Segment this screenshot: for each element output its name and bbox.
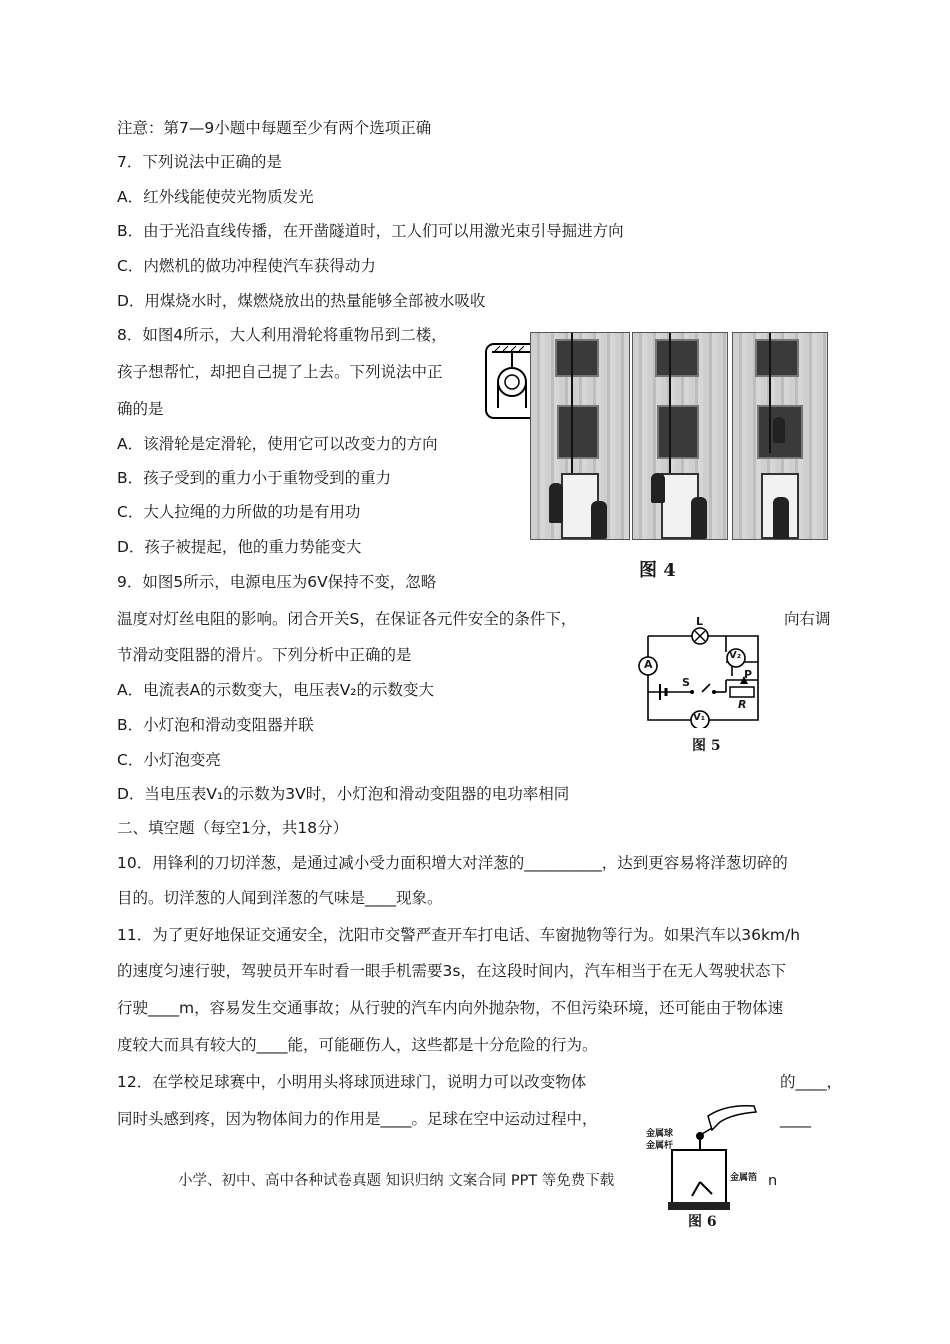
section-2-heading: 二、填空题（每空1分，共18分） bbox=[117, 819, 349, 837]
question-8-stem-3: 确的是 bbox=[117, 400, 164, 418]
question-7-stem: 7．下列说法中正确的是 bbox=[117, 153, 282, 171]
footer-text-end: n bbox=[768, 1173, 778, 1189]
question-12-line-2: 同时头感到疼，因为物体间力的作用是____。足球在空中运动过程中， bbox=[117, 1110, 598, 1128]
question-9-option-c: C．小灯泡变亮 bbox=[117, 751, 221, 769]
question-8-option-b: B．孩子受到的重力小于重物受到的重力 bbox=[117, 469, 392, 487]
question-12-line-1: 12．在学校足球赛中，小明用头将球顶进球门，说明力可以改变物体 bbox=[117, 1073, 587, 1091]
figure-4-caption: 图 4 bbox=[639, 560, 676, 581]
lamp-label: L bbox=[696, 615, 704, 628]
question-11-line-1: 11．为了更好地保证交通安全，沈阳市交警严查开车打电话、车窗抛物等行为。如果汽车以36km/h bbox=[117, 926, 801, 944]
rod-label: 金属杆 bbox=[646, 1141, 674, 1151]
figure-5-caption: 图 5 bbox=[692, 738, 721, 754]
slider-label: P bbox=[744, 668, 753, 681]
question-7-option-a: A．红外线能使荧光物质发光 bbox=[117, 188, 314, 206]
voltmeter-1-label: V₁ bbox=[693, 712, 706, 723]
question-8-option-a: A．该滑轮是定滑轮，使用它可以改变力的方向 bbox=[117, 435, 438, 453]
figure-5-circuit bbox=[630, 615, 775, 758]
question-9-stem-2: 温度对灯丝电阻的影响。闭合开关S，在保证各元件安全的条件下， bbox=[117, 610, 577, 628]
footer-text: 小学、初中、高中各种试卷真题 知识归纳 文案合同 PPT 等免费下载 bbox=[178, 1173, 615, 1189]
question-8-stem-2: 孩子想帮忙，却把自己提了上去。下列说法中正 bbox=[117, 363, 443, 381]
voltmeter-2-label: V₂ bbox=[729, 650, 742, 661]
question-11-line-2: 的速度匀速行驶，驾驶员开车时看一眼手机需要3s，在这段时间内，汽车相当于在无人驾驶状态下 bbox=[117, 962, 786, 980]
figure-6-caption: 图 6 bbox=[688, 1214, 717, 1230]
ball-label: 金属球 bbox=[646, 1129, 674, 1139]
foil-label: 金属箔 bbox=[730, 1173, 758, 1183]
question-9-stem-3: 节滑动变阻器的滑片。下列分析中正确的是 bbox=[117, 646, 412, 664]
figure-4-photo-1 bbox=[530, 332, 630, 540]
question-11-line-3: 行驶____m，容易发生交通事故；从行驶的汽车内向外抛杂物，不但污染环境，还可能由于物体速 bbox=[117, 999, 784, 1017]
question-12-line-2-end: ____ bbox=[780, 1110, 811, 1128]
question-9-option-b: B．小灯泡和滑动变阻器并联 bbox=[117, 716, 314, 734]
switch-label: S bbox=[682, 676, 690, 689]
question-7-option-b: B．由于光沿直线传播，在开凿隧道时，工人们可以用激光束引导掘进方向 bbox=[117, 222, 624, 240]
question-8-stem-1: 8．如图4所示，大人利用滑轮将重物吊到二楼， bbox=[117, 326, 447, 344]
question-9-stem-2-end: 向右调 bbox=[784, 610, 831, 628]
question-11-line-4: 度较大而具有较大的____能，可能砸伤人，这些都是十分危险的行为。 bbox=[117, 1036, 598, 1054]
figure-4 bbox=[484, 330, 829, 580]
question-12-line-1-end: 的____， bbox=[780, 1073, 843, 1091]
figure-4-photo-2 bbox=[632, 332, 728, 540]
note-line: 注意：第7—9小题中每题至少有两个选项正确 bbox=[117, 119, 432, 137]
question-9-option-a: A．电流表A的示数变大，电压表V₂的示数变大 bbox=[117, 681, 435, 699]
question-10-line-2: 目的。切洋葱的人闻到洋葱的气味是____现象。 bbox=[117, 889, 443, 907]
question-7-option-d: D．用煤烧水时，煤燃烧放出的热量能够全部被水吸收 bbox=[117, 292, 486, 310]
ammeter-label: A bbox=[644, 658, 653, 671]
figure-4-photo-3 bbox=[732, 332, 828, 540]
rheostat-label: R bbox=[738, 698, 747, 711]
question-10-line-1: 10．用锋利的刀切洋葱，是通过减小受力面积增大对洋葱的__________，达到更容易将洋葱切碎的 bbox=[117, 854, 788, 872]
question-7-option-c: C．内燃机的做功冲程使汽车获得动力 bbox=[117, 257, 376, 275]
question-9-option-d: D．当电压表V₁的示数为3V时，小灯泡和滑动变阻器的电功率相同 bbox=[117, 785, 570, 803]
figure-6-electroscope bbox=[646, 1104, 766, 1234]
question-9-stem-1: 9．如图5所示，电源电压为6V保持不变，忽略 bbox=[117, 573, 437, 591]
question-8-option-c: C．大人拉绳的力所做的功是有用功 bbox=[117, 503, 361, 521]
question-8-option-d: D．孩子被提起，他的重力势能变大 bbox=[117, 538, 362, 556]
